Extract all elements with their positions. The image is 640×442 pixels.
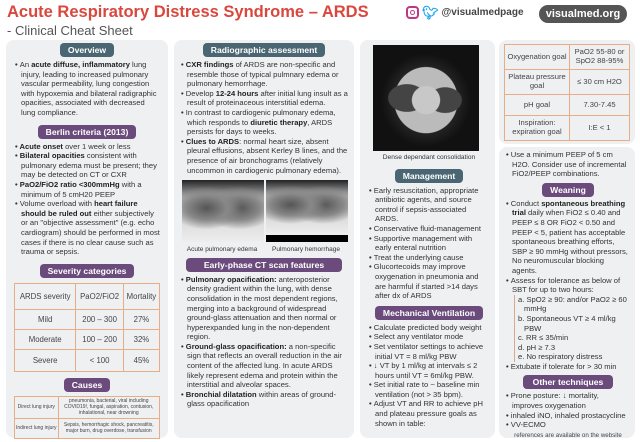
table-cell: 7.30-7.45 — [570, 95, 630, 116]
table-row — [15, 349, 160, 371]
list-item: • ↓ VT by 1 ml/kg at intervals ≤ 2 hours until VT = 6ml/kg PBW. — [368, 361, 490, 380]
weaning-card — [499, 147, 635, 438]
table-cell: Oxygenation goal — [505, 45, 570, 70]
overview-card — [6, 40, 168, 438]
table-row — [15, 418, 160, 438]
table-cell: ≤ 30 cm H2O — [570, 70, 630, 95]
severity-table — [14, 283, 160, 372]
ct-scan-image — [373, 45, 479, 151]
ct-header: Early-phase CT scan features — [186, 258, 342, 272]
list-item: • CXR findings of ARDS are non-specific and resemble those of typical pulmnary edema or pulmonary hemorrhage. — [180, 60, 348, 89]
radiographic-header: Radiographic assessment — [203, 43, 326, 57]
list-item: • Set initial rate to ~ baseline min ventilation (not > 35 bpm). — [368, 380, 490, 399]
list-item: • Conduct spontaneous breathing trial daily when FiO2 ≤ 0.40 and PEEP ≤ 8 OR FiO2 < 0.50 and PEEP < 5, patient has acceptable spontaneous breathing efforts, SBP ≥ 90 mmHg without pressors, No neuromuscular blocking agents. — [505, 199, 631, 276]
footer-note: references are available on the website — [514, 431, 622, 439]
list-item: • Assess for tolerance as below of SBT for up to two hours: — [505, 276, 631, 295]
list-item: • Bronchial dilatation within areas of ground-glass opacification — [180, 390, 348, 409]
list-item: • Set ventilator settings to achieve initial VT = 8 ml/kg PBW — [368, 342, 490, 361]
table-row — [505, 70, 630, 95]
social-handle[interactable]: @visualmedpage — [441, 6, 524, 18]
management-list — [368, 186, 490, 301]
list-item: • Bilateral opacities consistent with pulmonary edema must be present; they may be detected on CT or CXR — [14, 151, 160, 180]
table-cell: Plateau pressure goal — [505, 70, 570, 95]
goals-table — [504, 44, 630, 141]
peep-note: • Use a minimum PEEP of 5 cm H2O. Consider use of incremental FiO2/PEEP combinations. — [505, 150, 631, 179]
table-cell: I:E < 1 — [570, 116, 630, 141]
table-cell: Inspiration: expiration goal — [505, 116, 570, 141]
list-item: • Clues to ARDS: normal heart size, absent pleural effusions, absent Kerley B lines, and the presence of air bronchograms (relatively uncommon in cardiogenic pulmonary edema). — [180, 137, 348, 175]
severity-header: Severity categories — [40, 264, 135, 278]
table-row — [505, 116, 630, 141]
list-item: • Extubate if tolerate for > 30 min — [505, 362, 631, 372]
table-cell: 200 – 300 — [76, 309, 123, 329]
table-cell: 100 – 200 — [76, 329, 123, 349]
image-caption: Acute pulmonary edema — [186, 246, 258, 254]
causes-header: Causes — [64, 378, 111, 392]
table-row — [505, 45, 630, 70]
table-cell: Mild — [15, 309, 76, 329]
list-item: • inhaled iNO, inhaled prostacycline — [505, 411, 631, 421]
table-cell: 27% — [123, 309, 159, 329]
causes-table — [14, 396, 160, 439]
management-header: Management — [395, 169, 464, 183]
goals-card — [499, 40, 635, 144]
table-cell: pneumonia, bacterial, viral including COVID19!, fungal, aspiration, contusion, inhalational, near drowning — [58, 396, 160, 418]
twitter-icon[interactable]: 🐦︎ — [422, 4, 439, 20]
table-cell: Indirect lung injury — [15, 418, 59, 438]
list-item: • Adjust VT and RR to achieve pH and plateau pressure goals as shown in table: — [368, 399, 490, 428]
table-row — [15, 309, 160, 329]
table-row — [505, 95, 630, 116]
table-cell: Sepsis, hemorrhagic shock, pancreatitis, major burn, drug overdose, transfusion — [58, 418, 160, 438]
berlin-list — [14, 142, 160, 257]
table-header: ARDS severity — [15, 283, 76, 309]
other-header: Other techniques — [523, 375, 614, 389]
list-item: • Volume overload with heart failure should be ruled out either subjectively or an "objective assessment" (e.g. echo cardiogram) should be performed in most cases if there is no clear cause such as trauma or sepsis. — [14, 199, 160, 257]
list-item: • Select any ventilator mode — [368, 332, 490, 342]
overview-header: Overview — [60, 43, 114, 57]
list-item: • Ground-glass opacification: a non-specific sign that reflects an overall reduction in the air content of the affected lung. In acute ARDS likely represent edema and protein within the interstitial and alveolar spaces. — [180, 342, 348, 390]
list-item: • Conservative fluid-management — [368, 224, 490, 234]
list-item: b. Spontaneous VT ≥ 4 ml/kg PBW — [518, 313, 616, 333]
berlin-header: Berlin criteria (2013) — [38, 125, 137, 139]
list-item: • Early resuscitation, appropriate antibiotic agents, and source control if sepsis-associated ARDS. — [368, 186, 490, 224]
radiographic-list — [180, 60, 348, 175]
other-list — [505, 391, 631, 429]
table-cell: Direct lung injury — [15, 396, 59, 418]
table-cell: Moderate — [15, 329, 76, 349]
list-item: • Calculate predicted body weight — [368, 323, 490, 333]
list-item: c. RR ≤ 35/min — [518, 333, 569, 343]
table-cell: PaO2 55-80 or SpO2 88-95% — [570, 45, 630, 70]
list-item: d. pH ≥ 7.3 — [518, 342, 556, 352]
table-header: Mortality — [123, 283, 159, 309]
xray-pulmonary-edema-image — [182, 180, 264, 242]
list-item: • Acute onset over 1 week or less — [14, 142, 160, 152]
list-item: • In contrast to cardiogenic pulmonary edema, which responds to diuretic therapy, ARDS persists for days to weeks. — [180, 108, 348, 137]
list-item: • Glucortecoids may improve oxygenation in pneumonia and are harmful if started >14 days after dx of ARDS — [368, 262, 490, 300]
list-item: • PaO2/FiO2 ratio <300mmHg with a minimum of 5 cmH20 PEEP — [14, 180, 160, 199]
list-item: a. SpO2 ≥ 90: and/or PaO2 ≥ 60 mmHg — [518, 294, 627, 314]
table-row — [15, 329, 160, 349]
page-title: Acute Respiratory Distress Syndrome – ARDS — [7, 3, 369, 21]
ct-list — [180, 275, 348, 409]
page-subtitle: - Clinical Cheat Sheet — [7, 23, 133, 38]
overview-text: • An acute diffuse, inflammatory lung injury, leading to increased pulmonary vascular permeability, lung congestion with hypoxemia and bilateral radigraphic opacities, associated with decreased lung compliance. — [14, 60, 160, 118]
weaning-header: Weaning — [542, 183, 594, 197]
table-cell: 32% — [123, 329, 159, 349]
weaning-list — [505, 199, 631, 295]
radiographic-card — [174, 40, 354, 438]
list-item: • Prone posture: ↓ mortality, improves oxygenation — [505, 391, 631, 410]
ventilation-header: Mechanical Ventilation — [375, 306, 483, 320]
table-row — [15, 396, 160, 418]
ventilation-list — [368, 323, 490, 429]
management-card — [360, 40, 495, 438]
list-item: e. No respiratory distress — [518, 352, 603, 362]
list-item: • Pulmonary opacification: anteroposterior density gradient within the lung, with dense consolidation in the most dependent regions, merging into a background of widespread ground-glass attenuation and then normal or hyperexpanded lung in the non-dependent region. — [180, 275, 348, 342]
instagram-icon[interactable] — [406, 6, 419, 19]
social-links — [406, 6, 524, 19]
table-cell: Severe — [15, 349, 76, 371]
table-cell: pH goal — [505, 95, 570, 116]
image-caption: Pulmonary hemorrhage — [272, 246, 340, 254]
xray-pulmonary-hemorrhage-image — [266, 180, 348, 242]
ct-caption: Dense dependant consolidation — [382, 154, 476, 161]
list-item: • Treat the underlying cause — [368, 253, 490, 263]
list-item: • VV-ECMO — [505, 420, 631, 430]
website-badge[interactable]: visualmed.org — [539, 5, 627, 23]
list-item: • Supportive management with early enteral nutrition — [368, 234, 490, 253]
table-header: PaO2/FiO2 — [76, 283, 123, 309]
table-cell: < 100 — [76, 349, 123, 371]
tolerance-criteria — [514, 295, 631, 362]
list-item: • Develop 12-24 hours after initial lung insult as a result of proteinaceous interstitial edema. — [180, 89, 348, 108]
table-cell: 45% — [123, 349, 159, 371]
